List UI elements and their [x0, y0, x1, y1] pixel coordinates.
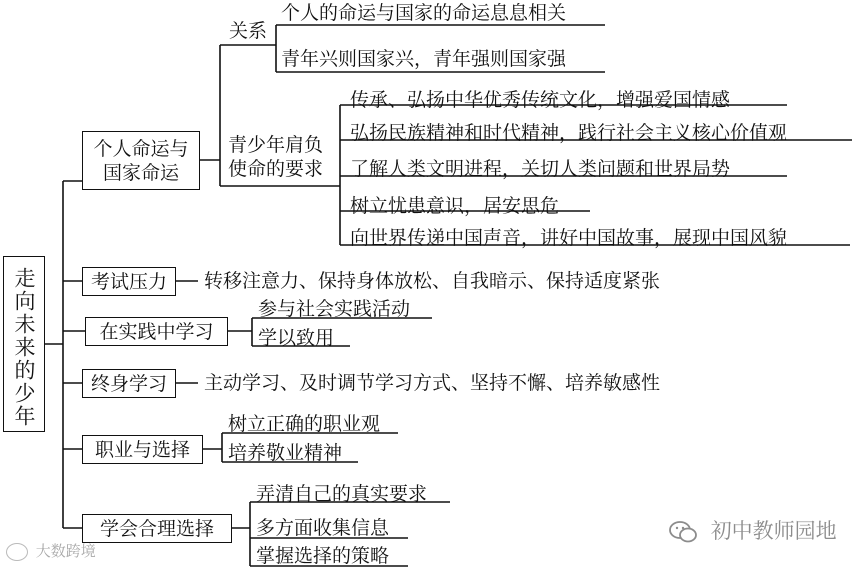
watermark-logo-icon — [6, 543, 28, 561]
lifelong-node — [82, 369, 176, 398]
fate-bracket — [200, 45, 220, 186]
exam-label: 考试压力 — [90, 270, 167, 293]
relation-label: 关系 — [229, 20, 268, 42]
career-item-2: 培养敬业精神 — [228, 442, 343, 464]
choice-item-1: 弄清自己的真实要求 — [256, 483, 428, 505]
relation-item-1: 个人的命运与国家的命运息息相关 — [281, 2, 567, 24]
root-node: 走向未来的少年 — [3, 256, 45, 432]
mission-item-1: 传承、弘扬中华优秀传统文化，增强爱国情感 — [350, 89, 731, 111]
branch-stubs — [63, 181, 85, 528]
practice-node — [85, 317, 228, 346]
choice-node — [82, 514, 232, 543]
choice-item-2: 多方面收集信息 — [256, 517, 390, 539]
practice-item-2: 学以致用 — [258, 327, 335, 349]
mission-label-line2: 使命的要求 — [228, 158, 324, 180]
lifelong-text: 主动学习、及时调节学习方式、坚持不懈、培养敏感性 — [204, 372, 661, 394]
exam-node — [82, 267, 176, 296]
choice-item-3: 掌握选择的策略 — [256, 545, 390, 567]
fate-label-line1: 个人命运与 — [93, 137, 189, 160]
mission-item-5: 向世界传递中国声音，讲好中国故事，展现中国风貌 — [350, 227, 788, 249]
watermark-right-text: 初中教师园地 — [710, 519, 837, 543]
career-node — [82, 435, 203, 464]
mission-item-3: 了解人类文明进程，关切人类问题和世界局势 — [350, 158, 731, 180]
watermark-right — [668, 517, 837, 545]
mission-item-2: 弘扬民族精神和时代精神，践行社会主义核心价值观 — [350, 122, 788, 144]
lifelong-label: 终身学习 — [90, 372, 167, 395]
mission-item-4: 树立忧患意识，居安思危 — [350, 195, 560, 217]
practice-label: 在实践中学习 — [99, 320, 214, 343]
mission-label — [228, 133, 323, 181]
mission-label-line1: 青少年肩负 — [228, 134, 324, 156]
relation-item-2: 青年兴则国家兴，青年强则国家强 — [281, 48, 567, 70]
career-label: 职业与选择 — [94, 438, 190, 461]
watermark-left — [6, 541, 96, 561]
career-item-1: 树立正确的职业观 — [228, 413, 381, 435]
fate-label-line2: 国家命运 — [102, 161, 179, 184]
fate-node — [82, 131, 200, 190]
practice-item-1: 参与社会实践活动 — [258, 298, 411, 320]
choice-label: 学会合理选择 — [99, 517, 214, 540]
exam-text: 转移注意力、保持身体放松、自我暗示、保持适度紧张 — [204, 270, 661, 292]
watermark-left-text: 大数跨境 — [35, 542, 96, 560]
wechat-icon — [668, 520, 698, 544]
